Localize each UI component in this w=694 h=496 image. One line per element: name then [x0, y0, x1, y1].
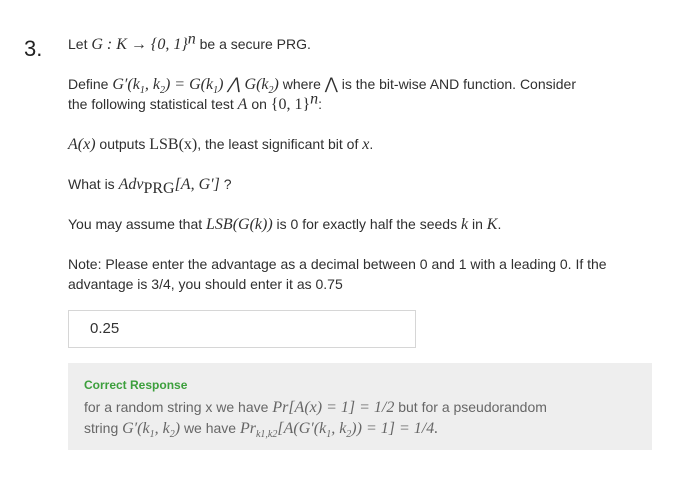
question-note-line1: Note: Please enter the advantage as a decimal between 0 and 1 with a leading 0. If the	[68, 256, 607, 272]
feedback-status: Correct Response	[84, 378, 188, 392]
question-test-description: A(x) outputs LSB(x), the least significant bit of x.	[68, 136, 374, 153]
answer-input[interactable]: 0.25	[68, 310, 416, 348]
feedback-panel	[68, 363, 652, 450]
feedback-explanation-line2: string $G'(k_1$, $k_2$) we have $Pr_{k1,k2}[A(G'(k_1$, $k_2)) = 1] = 1/4$.	[84, 420, 439, 441]
feedback-explanation-line1: for a random string x we have Pr[A(x) = 1] = 1/2 but for a pseudorandom	[84, 399, 547, 416]
question-definition-cont: the following statistical test A on {0, 1}$^n$:	[68, 90, 323, 113]
question-prompt: What is Adv$_{PRG}$[A, G′] ?	[68, 176, 232, 197]
question-assumption: You may assume that LSB(G(k)) is 0 for exactly half the seeds k in K.	[68, 216, 502, 233]
question-definition: Define $G'(k_1$, $k_2) = G(k_1)$ ⋀ $G(k_2)$ where ⋀ is the bit-wise AND function. Consider	[68, 76, 576, 97]
question-number: 3.	[24, 36, 43, 61]
question-intro: Let G : K → {0, 1}$^n$ be a secure PRG.	[68, 30, 311, 53]
question-note-line2: advantage is 3/4, you should enter it as 0.75	[68, 276, 343, 292]
